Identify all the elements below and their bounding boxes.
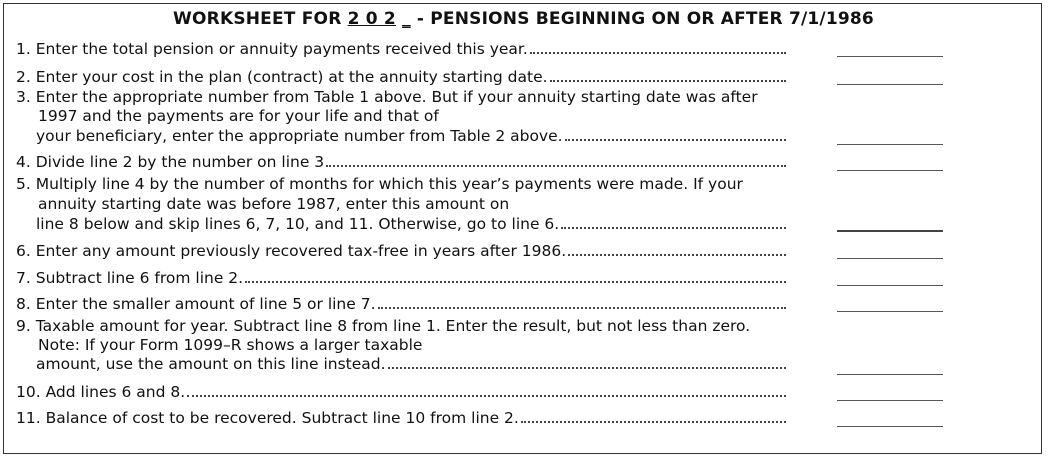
line-text: your beneficiary, enter the appropriate number from Table 2 above. xyxy=(36,127,563,145)
line-5-cont xyxy=(38,195,509,214)
dot-leader xyxy=(187,393,786,397)
pension-worksheet xyxy=(3,3,1042,454)
line-3-cont xyxy=(38,107,439,126)
line-number: 1. xyxy=(16,40,31,58)
line-text: Multiply line 4 by the number of months for which this year’s payments were made. If your xyxy=(35,175,743,193)
title-year-blank: _ xyxy=(402,9,411,29)
line-1-answer-field[interactable] xyxy=(837,56,943,57)
line-text: line 8 below and skip lines 6, 7, 10, and 11. Otherwise, go to line 6. xyxy=(36,215,560,233)
line-number: 7. xyxy=(16,269,31,287)
line-number: 6. xyxy=(16,242,31,260)
dot-leader xyxy=(568,252,786,256)
line-text: annuity starting date was before 1987, enter this amount on xyxy=(38,195,510,213)
line-number: 4. xyxy=(16,153,31,171)
line-8-answer-field[interactable] xyxy=(837,311,943,312)
line-text: Enter the smaller amount of line 5 or line 7. xyxy=(35,295,376,313)
line-10-answer-field[interactable] xyxy=(837,400,943,401)
line-7-answer-field[interactable] xyxy=(837,285,943,286)
line-text: Taxable amount for year. Subtract line 8 from line 1. Enter the result, but not less than zero. xyxy=(35,317,751,335)
line-text: Note: If your Form 1099–R shows a larger taxable xyxy=(38,336,423,354)
line-number: 8. xyxy=(16,295,31,313)
line-text: amount, use the amount on this line instead. xyxy=(36,355,386,373)
line-5 xyxy=(16,175,743,194)
line-7 xyxy=(16,269,786,288)
line-3-answer-field[interactable] xyxy=(837,144,943,145)
line-11 xyxy=(16,409,786,428)
line-8 xyxy=(16,295,786,314)
line-9-cont xyxy=(36,355,786,374)
line-1 xyxy=(16,40,786,59)
line-4 xyxy=(16,153,786,172)
line-number: 2. xyxy=(16,68,31,86)
line-text: Add lines 6 and 8. xyxy=(45,383,186,401)
line-text: Enter the total pension or annuity payments received this year. xyxy=(35,40,528,58)
line-5-cont xyxy=(36,215,786,234)
line-number: 9. xyxy=(16,317,31,335)
line-text: Balance of cost to be recovered. Subtract line 10 from line 2. xyxy=(45,409,519,427)
dot-leader xyxy=(245,279,786,283)
dot-leader xyxy=(530,50,786,54)
line-6-answer-field[interactable] xyxy=(837,258,943,259)
dot-leader xyxy=(388,365,786,369)
line-11-answer-field[interactable] xyxy=(837,426,943,427)
line-2 xyxy=(16,68,786,87)
line-9-answer-field[interactable] xyxy=(837,374,943,375)
dot-leader xyxy=(326,163,786,167)
line-9-note xyxy=(38,336,422,355)
worksheet-title xyxy=(4,9,1043,29)
dot-leader xyxy=(565,137,786,141)
line-number: 11. xyxy=(16,409,41,427)
line-number: 5. xyxy=(16,175,31,193)
line-9 xyxy=(16,317,750,336)
line-text: Enter the appropriate number from Table 1 above. But if your annuity starting date was after xyxy=(35,88,758,106)
line-10 xyxy=(16,383,786,402)
line-6 xyxy=(16,242,786,261)
line-number: 3. xyxy=(16,88,31,106)
dot-leader xyxy=(521,419,786,423)
dot-leader xyxy=(550,78,786,82)
title-year: 2 0 2 xyxy=(347,9,396,29)
title-prefix: WORKSHEET FOR xyxy=(173,9,342,29)
line-text: Subtract line 6 from line 2. xyxy=(35,269,244,287)
line-3 xyxy=(16,88,758,107)
line-number: 10. xyxy=(16,383,41,401)
line-text: 1997 and the payments are for your life and that of xyxy=(38,107,439,125)
dot-leader xyxy=(561,225,786,229)
line-text: Enter any amount previously recovered tax-free in years after 1986. xyxy=(35,242,567,260)
line-5-answer-field[interactable] xyxy=(837,230,943,232)
line-4-answer-field[interactable] xyxy=(837,170,943,171)
title-suffix: - PENSIONS BEGINNING ON OR AFTER 7/1/1986 xyxy=(416,9,874,29)
dot-leader xyxy=(378,305,786,309)
line-text: Enter your cost in the plan (contract) at the annuity starting date. xyxy=(35,68,548,86)
line-3-cont xyxy=(36,127,786,146)
line-text: Divide line 2 by the number on line 3 xyxy=(35,153,325,171)
line-2-answer-field[interactable] xyxy=(837,84,943,85)
